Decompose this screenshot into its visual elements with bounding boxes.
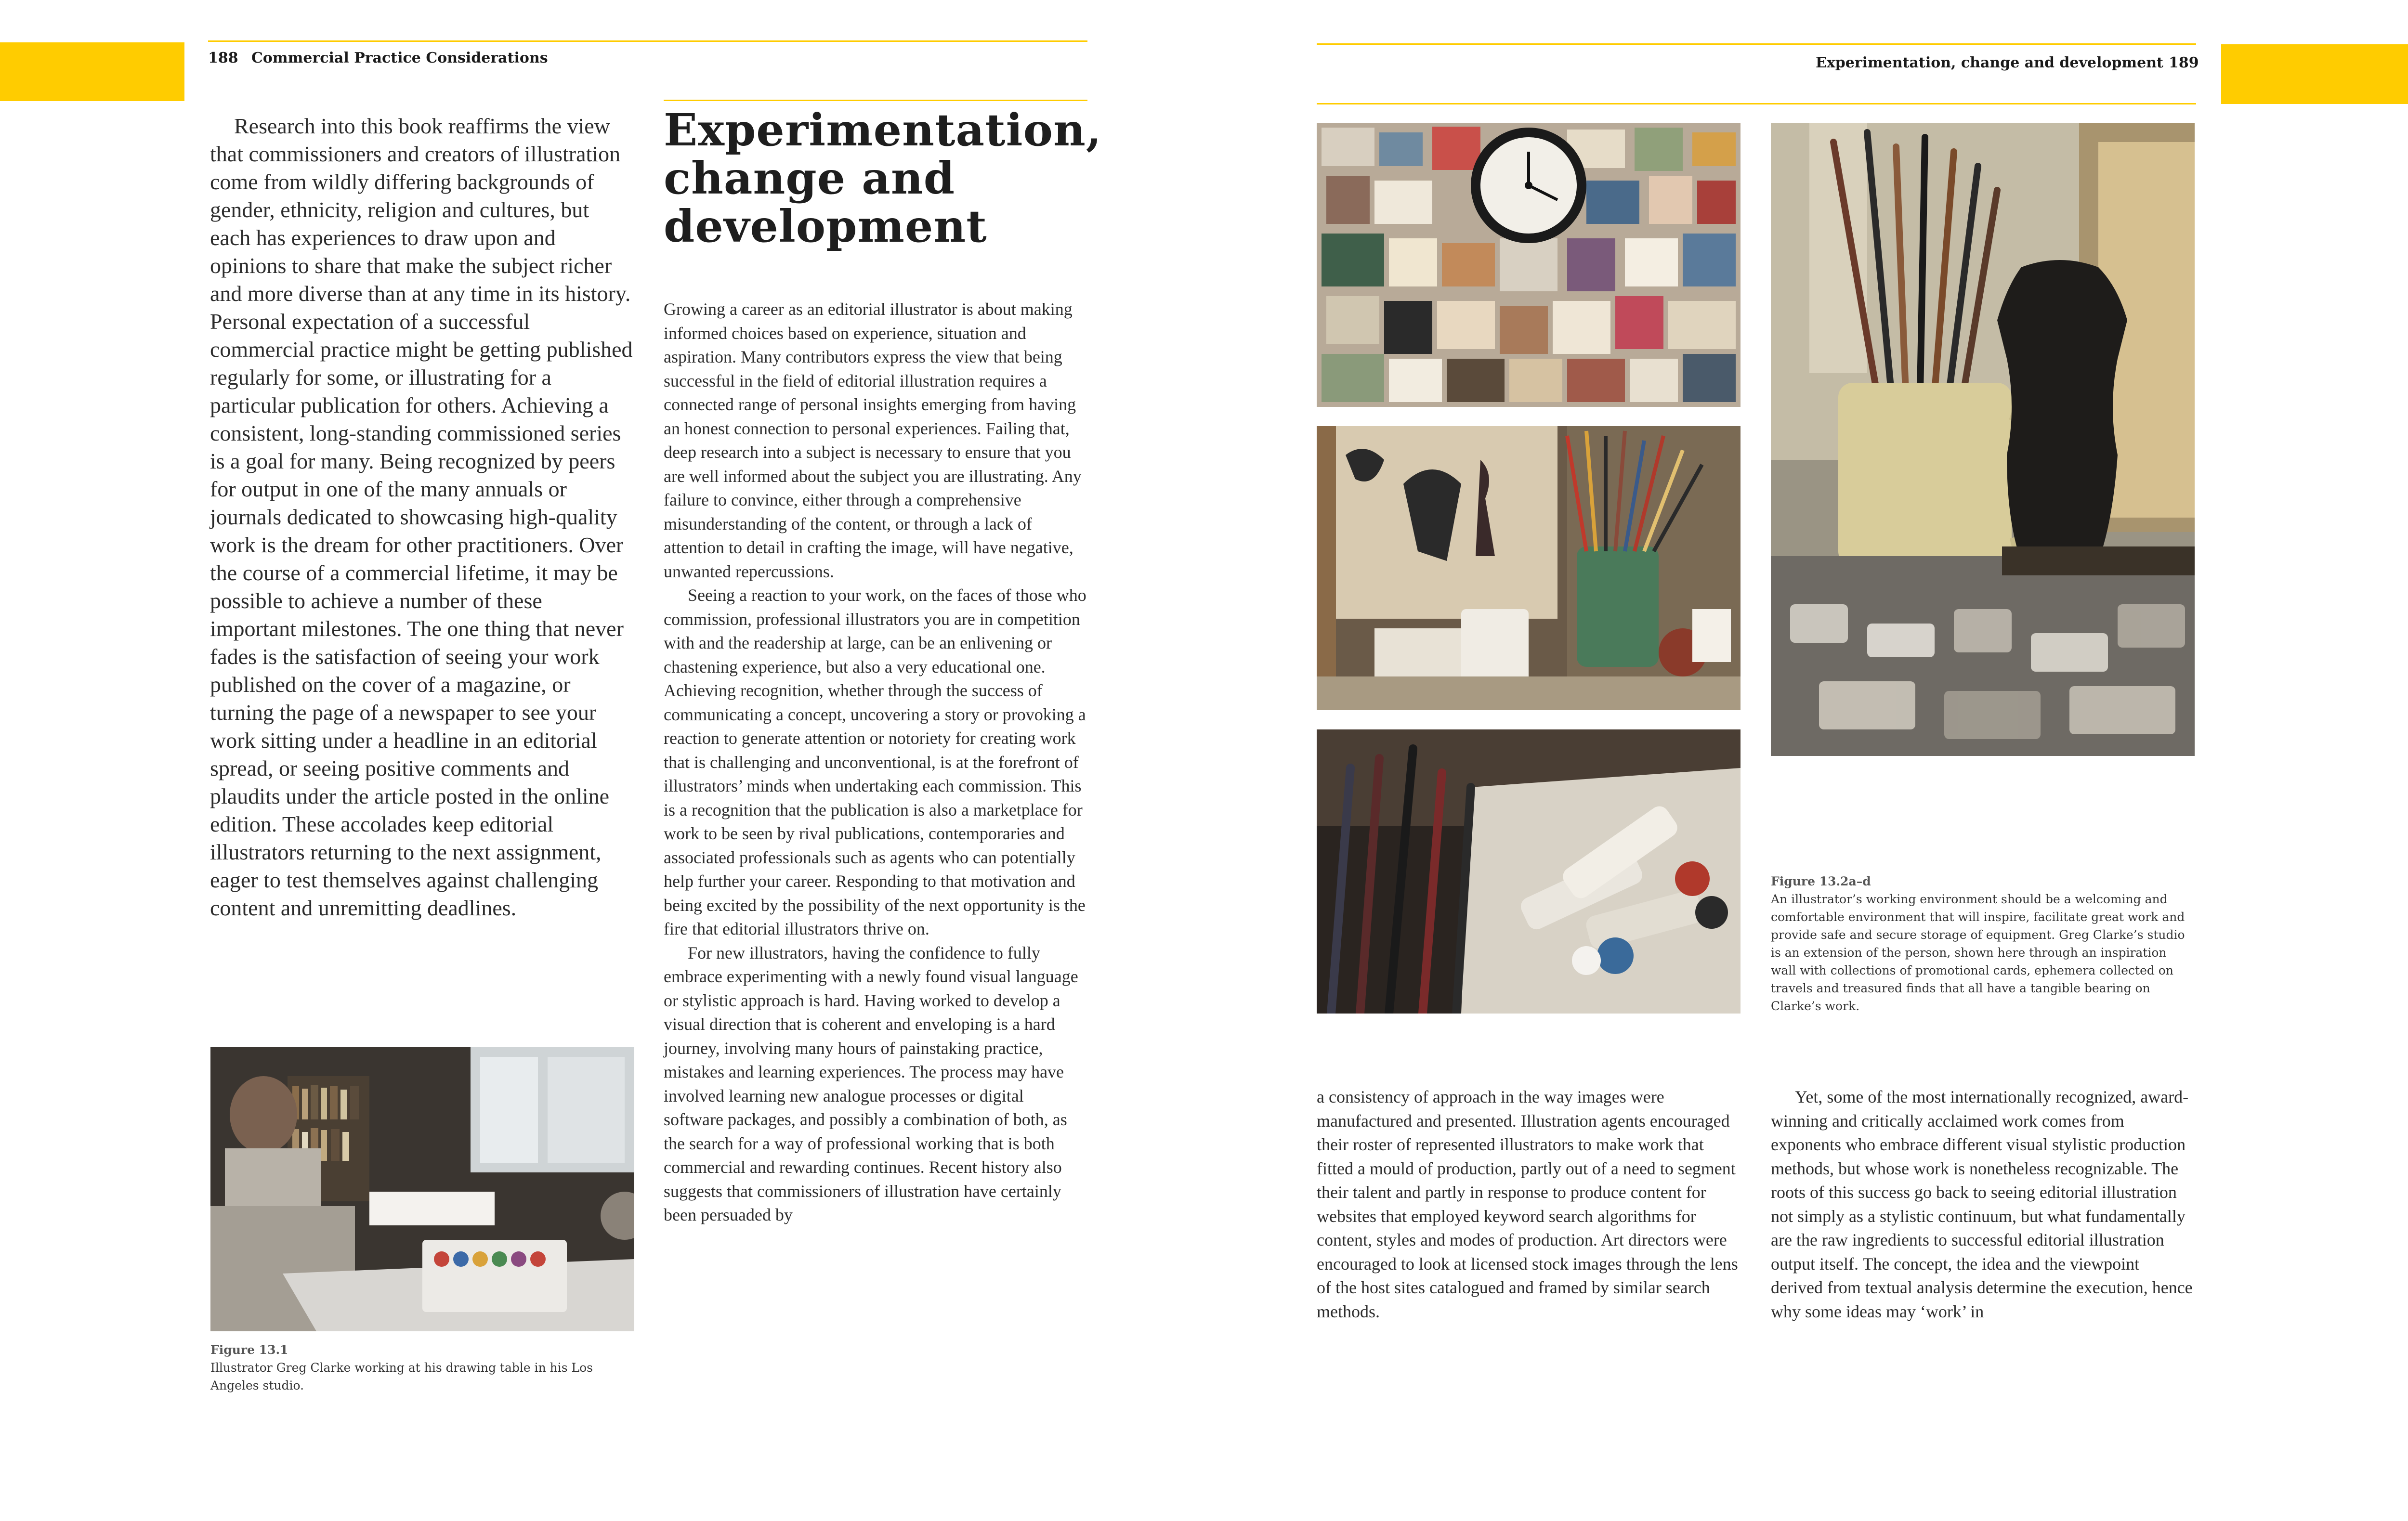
figure-13-2-label: Figure 13.2a–d [1771, 874, 1871, 888]
right-body-column-2 [1771, 1085, 2195, 1324]
body-paragraph-1: Growing a career as an editorial illustrator is about making informed choices based on experience, situation and aspiration. Many contributors express the view that being successful in the field of editorial illustration requires a connected range of personal insights emerging from having an honest connection to personal experiences. Failing that, deep research into a subject is necessary to ensure that you are well informed about the subject you are illustrating. Any failure to convince, either through a comprehensive misunderstanding of the content, or through a lack of attention to detail in crafting the image, will have negative, unwanted repercussions. [664, 299, 1082, 581]
right-running-head: Experimentation, change and development [1816, 54, 2163, 71]
figure-13-2-text: An illustrator’s working environment should be a welcoming and comfortable environment that will inspire, facilitate great work and provide safe and secure storage of equipment. Greg Clarke’s studio is an extension of the person, shown here through an inspiration wall with collections of promotional cards, ephemera collected on travels and treasured finds that all have a tangible bearing on Clarke’s work. [1771, 892, 2185, 1013]
left-header-rule [664, 100, 1087, 101]
figure-13-1-photo [210, 1047, 634, 1331]
body-paragraph-3: For new illustrators, having the confidence to fully embrace experimenting with a newly found visual language or stylistic approach is hard. Having worked to develop a visual direction that is coherent and enveloping is a hard journey, involving many hours of painstaking practice, mistakes and learning experiences. The process may have involved learning new analogue processes or digital software packages, and possibly a combination of both, as the search for a way of professional working that is both commercial and rewarding continues. Recent history also suggests that commissioners of illustration have certainly been persuaded by [664, 943, 1078, 1224]
section-title: Experimentation, change and development [664, 104, 1102, 252]
figure-13-1-label: Figure 13.1 [210, 1343, 288, 1357]
left-page-number: 188 [208, 50, 238, 66]
figure-13-1-text: Illustrator Greg Clarke working at his drawing table in his Los Angeles studio. [210, 1361, 593, 1392]
right-col1-paragraph: a consistency of approach in the way images were manufactured and presented. Illustration agents encouraged their roster of represented illustrators to make work that fitted a mould of production, partly out of a need to segment their talent and partly in response to produce content for websites that employed keyword search algorithms for content, styles and modes of production. Art directors were encouraged to look at licensed stock images through the lens of the host sites catalogued and framed by similar search methods. [1317, 1087, 1738, 1321]
intro-paragraph: Research into this book reaffirms the view that commissioners and creators of illustration come from wildly differing backgrounds of gender, ethnicity, religion and cultures, but each has experiences to draw upon and opinions to share that make the subject richer and more diverse than at any time in its history. Personal expectation of a successful commercial practice might be getting published regularly for some, or illustrating for a particular publication for others. Achieving a consistent, long-standing commissioned series is a goal for many. Being recognized by peers for output in one of the many annuals or journals dedicated to showcasing high-quality work is the dream for other practitioners. Over the course of a commercial lifetime, it may be possible to achieve a number of these important milestones. The one thing that never fades is the satisfaction of seeing your work published on the cover of a magazine, or turning the page of a newspaper to see your work sitting under a headline in an editorial spread, or seeing positive comments and plaudits under the article posted in the online edition. These accolades keep editorial illustrators returning to the next assignment, eager to test themselves against challenging content and unremitting deadlines. [210, 114, 633, 920]
left-top-rule [208, 40, 1087, 42]
figure-13-2a-photo [1317, 123, 1741, 407]
figure-13-2c-photo [1317, 729, 1741, 1014]
right-page-number: 189 [2169, 54, 2199, 71]
right-body-column-1 [1317, 1085, 1741, 1324]
right-col2-paragraph: Yet, some of the most internationally recognized, award-winning and critically acclaimed work comes from exponents who embrace different visual stylistic production methods, but whose work is nonetheless recognizable. The roots of this success go back to seeing editorial illustration not simply as a stylistic continuum, but what fundamentally are the raw ingredients to successful editorial illustration output itself. The concept, the idea and the viewpoint derived from textual analysis determine the execution, hence why some ideas may ‘work’ in [1771, 1087, 2193, 1321]
body-paragraph-2: Seeing a reaction to your work, on the faces of those who commission, professional illustrators you are in competition with and the readership at large, can be an enlivening or chastening experience, but also a very educational one. Achieving recognition, whether through the success of communicating a concept, uncovering a story or provoking a reaction to generate attention or notoriety for creating work that is challenging and unconventional, is at the forefront of illustrators’ minds when undertaking each commission. This is a recognition that the publication is also a marketplace for work to be seen by rival publications, contemporaries and associated professionals such as agents who can potentially help further your career. Responding to that motivation and being excited by the possibility of the next opportunity is the fire that editorial illustrators thrive on. [664, 585, 1086, 938]
left-body-column [664, 298, 1087, 1227]
right-top-rule [1317, 43, 2196, 45]
right-yellow-tab [2221, 44, 2408, 104]
right-header-rule [1317, 103, 2196, 104]
figure-13-1-caption [210, 1341, 634, 1394]
figure-13-2b-photo [1317, 426, 1741, 710]
left-yellow-tab [0, 42, 184, 101]
left-running-head: Commercial Practice Considerations [251, 50, 548, 66]
figure-13-2d-photo [1771, 123, 2195, 756]
figure-13-2-caption [1771, 872, 2195, 1015]
